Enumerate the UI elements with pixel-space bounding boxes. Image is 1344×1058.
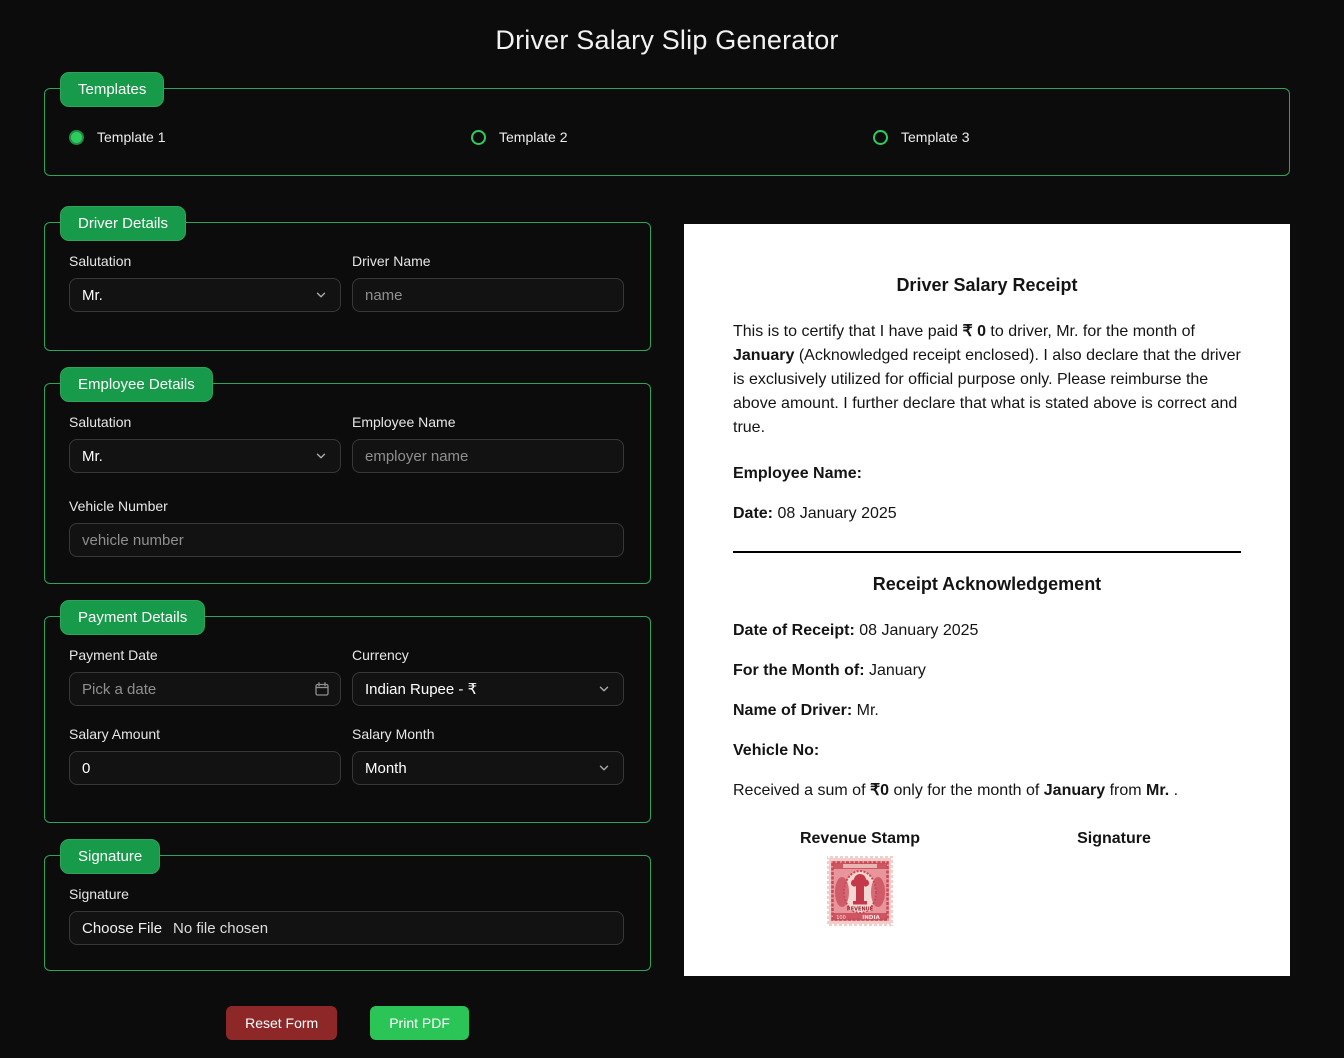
print-pdf-button[interactable]: Print PDF (370, 1006, 469, 1040)
signature-badge: Signature (60, 839, 160, 874)
page-title: Driver Salary Slip Generator (495, 25, 839, 55)
radio-label: Template 2 (499, 129, 568, 145)
radio-option-template-1[interactable] (69, 129, 471, 145)
radio-button-selected-icon[interactable] (69, 130, 84, 145)
signature-section (44, 848, 651, 971)
chevron-down-icon (597, 761, 611, 775)
employee-salutation-value: Mr. (82, 447, 103, 465)
driver-name-label: Driver Name (352, 253, 431, 269)
date-of-receipt-line: Date of Receipt: 08 January 2025 (733, 622, 979, 639)
form-column (44, 215, 651, 1040)
form-actions (44, 1006, 651, 1040)
date-line: Date: 08 January 2025 (733, 505, 897, 522)
preview-signature-label: Signature (1077, 830, 1151, 847)
currency-label: Currency (352, 647, 409, 663)
signature-file-input[interactable] (69, 911, 624, 945)
currency-value: Indian Rupee - ₹ (365, 681, 478, 698)
employee-name-label: Employee Name (352, 414, 456, 430)
employee-salutation-label: Salutation (69, 414, 132, 430)
employee-name-input[interactable] (352, 439, 624, 473)
vehicle-number-label: Vehicle Number (69, 498, 168, 514)
employee-details-section (44, 376, 651, 584)
vehicle-number-input[interactable] (69, 523, 624, 557)
for-month-line: For the Month of: January (733, 662, 926, 679)
templates-options (45, 89, 1289, 175)
employee-details-badge: Employee Details (60, 367, 213, 402)
choose-file-button[interactable]: Choose File (82, 919, 163, 937)
svg-text:INDIA: INDIA (862, 914, 880, 921)
radio-button-icon[interactable] (873, 130, 888, 145)
salary-amount-input[interactable] (69, 751, 341, 785)
radio-label: Template 1 (97, 129, 166, 145)
stamp-signature-row (733, 827, 1241, 934)
payment-details-section (44, 609, 651, 823)
certify-paragraph: This is to certify that I have paid ₹ 0 to driver, Mr. for the month of January (Acknowledged receipt enclosed). I also declare that the driver is exclusively utilized for official purpose only. Please reimburse the above amount. I further declare that what is stated above is correct and true. (733, 323, 1241, 436)
employee-name-line: Employee Name: (733, 465, 862, 482)
chevron-down-icon (314, 288, 328, 302)
acknowledgement-title: Receipt Acknowledgement (872, 574, 1102, 594)
salary-month-select[interactable] (352, 751, 624, 785)
receipt-preview-panel (684, 224, 1290, 976)
payment-date-label: Payment Date (69, 647, 158, 663)
driver-details-section (44, 215, 651, 351)
driver-salutation-label: Salutation (69, 253, 132, 269)
radio-option-template-2[interactable] (471, 129, 873, 145)
driver-salutation-select[interactable] (69, 278, 341, 312)
name-of-driver-line: Name of Driver: Mr. (733, 702, 879, 719)
revenue-stamp-image (827, 856, 893, 934)
driver-name-input[interactable] (352, 278, 624, 312)
received-line: Received a sum of ₹0 only for the month of January from Mr. . (733, 782, 1179, 799)
radio-option-template-3[interactable] (873, 129, 1289, 145)
templates-section (44, 81, 1290, 176)
receipt-divider (733, 551, 1241, 553)
chevron-down-icon (314, 449, 328, 463)
employee-salutation-select[interactable] (69, 439, 341, 473)
chevron-down-icon (597, 682, 611, 696)
salary-amount-label: Salary Amount (69, 726, 161, 742)
vehicle-no-line: Vehicle No: (733, 742, 820, 759)
salary-month-value: Month (365, 759, 407, 777)
payment-date-input[interactable] (69, 672, 341, 706)
radio-button-icon[interactable] (471, 130, 486, 145)
radio-label: Template 3 (901, 129, 970, 145)
reset-form-button[interactable]: Reset Form (226, 1006, 337, 1040)
salary-month-label: Salary Month (352, 726, 435, 742)
svg-text:100: 100 (836, 914, 846, 921)
driver-salutation-value: Mr. (82, 286, 103, 304)
templates-badge: Templates (60, 72, 164, 107)
revenue-stamp-column (733, 827, 987, 934)
signature-label: Signature (69, 886, 129, 902)
certify-amount: ₹ 0 (962, 323, 986, 340)
payment-details-badge: Payment Details (60, 600, 205, 635)
certify-month: January (733, 347, 795, 364)
signature-column (987, 827, 1241, 934)
currency-select[interactable] (352, 672, 624, 706)
driver-details-badge: Driver Details (60, 206, 186, 241)
receipt-title: Driver Salary Receipt (896, 275, 1078, 295)
revenue-stamp-label: Revenue Stamp (799, 830, 921, 847)
svg-text:REVENUE: REVENUE (846, 906, 874, 913)
file-status-text: No file chosen (173, 919, 269, 937)
